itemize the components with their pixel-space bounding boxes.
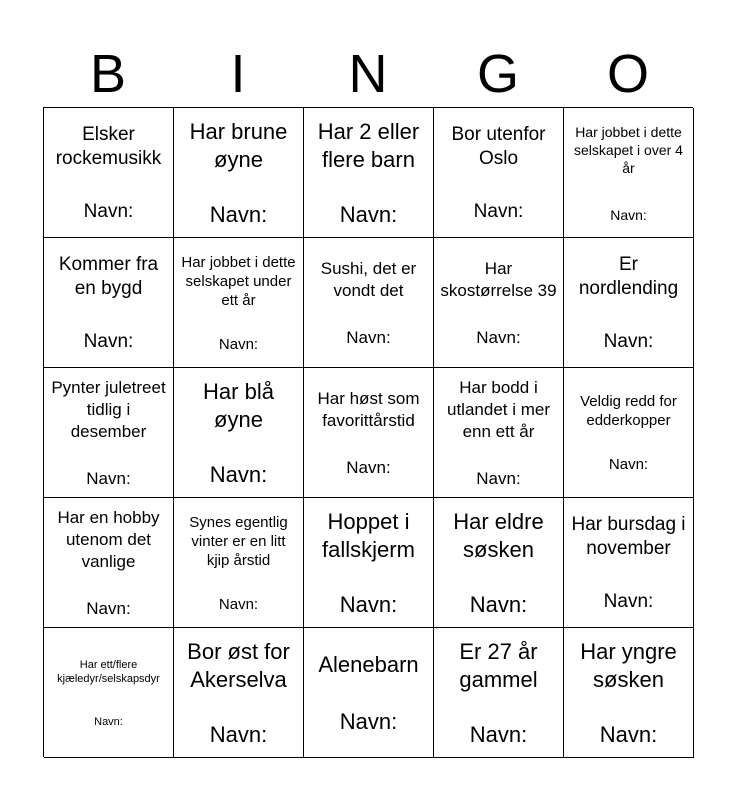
cell-name-label: Navn:: [608, 456, 649, 473]
cell-prompt-text: Har jobbet i dette selskapet i over 4 år: [574, 123, 683, 176]
bingo-cell[interactable]: [564, 498, 694, 628]
cell-prompt-text: Bor øst for Akerselva: [187, 638, 290, 692]
cell-prompt-text: Er nordlending: [578, 253, 679, 299]
bingo-cell[interactable]: [44, 628, 174, 758]
cell-prompt-text: Synes egentlig vinter er en litt kjip årstid: [189, 513, 288, 569]
cell-prompt-text: Har jobbet i dette selskapet under ett år: [181, 253, 296, 309]
cell-name-label: Navn:: [346, 457, 391, 477]
bingo-cell[interactable]: [44, 238, 174, 368]
bingo-cell[interactable]: [174, 368, 304, 498]
cell-prompt-text: Elsker rockemusikk: [55, 123, 162, 169]
cell-prompt-text: Har bursdag i november: [571, 513, 686, 559]
bingo-cell[interactable]: [44, 368, 174, 498]
bingo-cell[interactable]: [564, 368, 694, 498]
bingo-cell[interactable]: [304, 108, 434, 238]
bingo-cell[interactable]: [434, 368, 564, 498]
cell-name-label: Navn:: [94, 715, 123, 728]
bingo-cell[interactable]: [564, 628, 694, 758]
cell-name-label: Navn:: [469, 591, 528, 617]
bingo-cell[interactable]: [304, 238, 434, 368]
cell-prompt-text: Kommer fra en bygd: [58, 253, 159, 299]
bingo-cell[interactable]: [434, 498, 564, 628]
bingo-cell[interactable]: [174, 238, 304, 368]
cell-name-label: Navn:: [83, 330, 134, 352]
cell-prompt-text: Bor utenfor Oslo: [451, 123, 546, 169]
bingo-cell[interactable]: [44, 108, 174, 238]
cell-prompt-text: Pynter juletreet tidlig i desember: [51, 377, 166, 441]
cell-prompt-text: Har skostørrelse 39: [440, 258, 557, 300]
bingo-header: [43, 40, 693, 108]
bingo-cell[interactable]: [174, 628, 304, 758]
cell-name-label: Navn:: [473, 200, 524, 222]
cell-name-label: Navn:: [339, 591, 398, 617]
bingo-cell[interactable]: [564, 108, 694, 238]
cell-name-label: Navn:: [83, 200, 134, 222]
bingo-cell[interactable]: [44, 498, 174, 628]
header-letter-b: B: [89, 44, 127, 104]
bingo-cell[interactable]: [304, 628, 434, 758]
cell-prompt-text: Har 2 eller flere barn: [317, 118, 420, 172]
bingo-cell[interactable]: [434, 238, 564, 368]
header-letter-o: O: [606, 44, 649, 104]
cell-name-label: Navn:: [476, 327, 521, 347]
bingo-cell[interactable]: [304, 498, 434, 628]
cell-name-label: Navn:: [209, 721, 268, 747]
cell-prompt-text: Har brune øyne: [189, 118, 288, 172]
cell-name-label: Navn:: [218, 595, 259, 613]
cell-prompt-text: Alenebarn: [318, 651, 419, 677]
cell-name-label: Navn:: [86, 598, 131, 618]
cell-name-label: Navn:: [599, 721, 658, 747]
cell-prompt-text: Har yngre søsken: [580, 638, 677, 692]
cell-prompt-text: Hoppet i fallskjerm: [322, 508, 415, 562]
cell-prompt-text: Har bodd i utlandet i mer enn ett år: [447, 377, 550, 441]
cell-prompt-text: Har blå øyne: [203, 378, 274, 432]
cell-name-label: Navn:: [603, 590, 654, 612]
bingo-cell[interactable]: [434, 628, 564, 758]
cell-name-label: Navn:: [469, 721, 528, 747]
cell-name-label: Navn:: [603, 330, 654, 352]
cell-name-label: Navn:: [476, 468, 521, 488]
header-letter-n: N: [348, 44, 388, 104]
cell-prompt-text: Er 27 år gammel: [459, 638, 538, 692]
bingo-cell[interactable]: [304, 368, 434, 498]
cell-name-label: Navn:: [339, 201, 398, 227]
bingo-cell[interactable]: [564, 238, 694, 368]
bingo-grid: [43, 107, 693, 757]
cell-name-label: Navn:: [218, 335, 259, 353]
cell-prompt-text: Har ett/flere kjæledyr/selskapsdyr: [57, 658, 160, 685]
header-letter-g: G: [476, 44, 519, 104]
cell-name-label: Navn:: [86, 468, 131, 488]
cell-name-label: Navn:: [209, 461, 268, 487]
bingo-cell[interactable]: [174, 498, 304, 628]
cell-name-label: Navn:: [610, 206, 647, 223]
cell-prompt-text: Har en hobby utenom det vanlige: [57, 507, 160, 571]
header-letter-i: I: [230, 44, 246, 104]
bingo-cell[interactable]: [434, 108, 564, 238]
cell-name-label: Navn:: [346, 327, 391, 347]
bingo-cell[interactable]: [174, 108, 304, 238]
cell-prompt-text: Veldig redd for edderkopper: [580, 393, 677, 429]
cell-name-label: Navn:: [209, 201, 268, 227]
cell-name-label: Navn:: [339, 708, 398, 734]
cell-prompt-text: Sushi, det er vondt det: [320, 258, 417, 300]
cell-prompt-text: Har eldre søsken: [453, 508, 544, 562]
cell-prompt-text: Har høst som favorittårstid: [317, 388, 420, 430]
